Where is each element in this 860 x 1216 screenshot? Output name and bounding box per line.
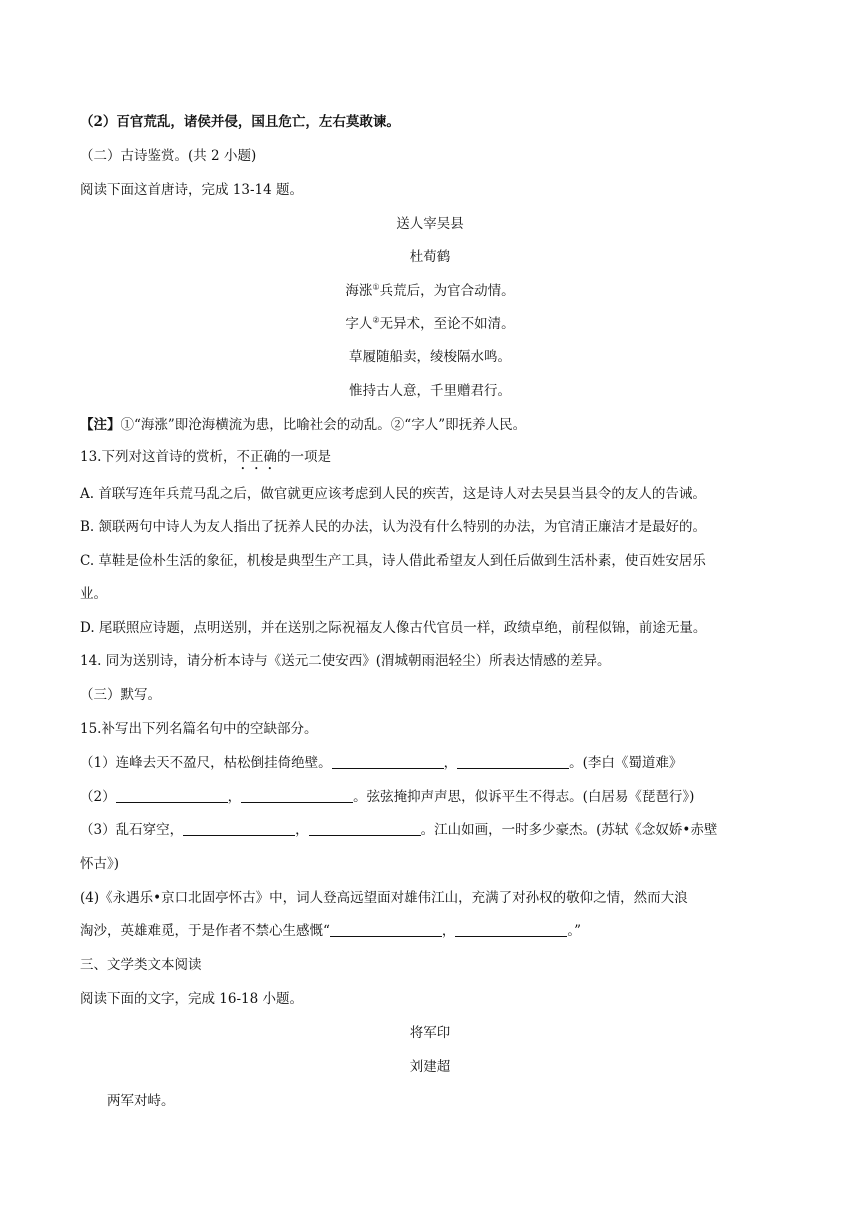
answer-blank[interactable]: [116, 788, 228, 803]
question-15-2: [80, 787, 694, 807]
answer-blank[interactable]: [309, 821, 421, 836]
poem-note: [80, 415, 526, 435]
question-13: [80, 447, 331, 473]
option-d: D. 尾联照应诗题，点明送别，并在送别之际祝福友人像古代官员一样，政绩卓绝，前程似锦，前途无量。: [80, 620, 707, 636]
option-c-line-1: C. 草鞋是俭朴生活的象征，机梭是典型生产工具，诗人借此希望友人到任后做到生活朴素，使百姓安居乐: [80, 553, 706, 569]
question-15-4-cont: [80, 921, 581, 941]
answer-blank[interactable]: [457, 754, 569, 769]
option-c-line-2: 业。: [80, 586, 107, 602]
q15-2-suffix: 。弦弦掩抑声声思，似诉平生不得志。(白居易《琵琶行》): [353, 789, 695, 805]
note-tag: 【注】: [80, 417, 121, 433]
answer-blank[interactable]: [241, 788, 353, 803]
answer-blank[interactable]: [330, 922, 442, 937]
reading-instruction: 阅读下面这首唐诗，完成 13-14 题。: [80, 182, 304, 198]
story-title: 将军印: [409, 1025, 451, 1041]
q15-2-prefix: （2）: [80, 789, 116, 805]
story-paragraph-1: 两军对峙。: [107, 1093, 175, 1109]
answer-blank[interactable]: [332, 754, 444, 769]
question-13-start: 13.下列对这首诗的赏析，: [80, 449, 237, 465]
question-15: 15.补写出下列名篇名句中的空缺部分。: [80, 721, 318, 737]
blank-separator: ，: [227, 789, 242, 805]
poem-line-1-end: 兵荒后，为官合动情。: [379, 283, 515, 299]
q15-1-suffix: 。(李白《蜀道难》: [569, 755, 683, 771]
note-text: ①“海涨”即沧海横流为患，比喻社会的动乱。②“字人”即抚养人民。: [120, 417, 527, 433]
answer-blank[interactable]: [183, 821, 295, 836]
option-a: A. 首联写连年兵荒马乱之后，做官就更应该考虑到人民的疾苦，这是诗人对去吴县当县令的友人的告诫。: [80, 486, 706, 502]
blank-separator: ，: [443, 755, 458, 771]
q15-1-prefix: （1）连峰去天不盈尺，枯松倒挂倚绝壁。: [80, 755, 332, 771]
poem-line-2-end: 无异术，至论不如清。: [379, 316, 515, 332]
classical-text-line-2: （2）百官荒乱，诸侯并侵，国且危亡，左右莫敢谏。: [80, 114, 400, 130]
section-heading-dictation: （三）默写。: [80, 687, 161, 703]
poem-line-1: [0, 281, 860, 301]
question-15-3: [80, 820, 717, 840]
question-13-end: 的一项是: [276, 449, 331, 465]
footnote-marker-1: ①: [372, 282, 380, 292]
q15-4-suffix: 。”: [567, 923, 582, 939]
answer-blank[interactable]: [455, 922, 567, 937]
blank-separator: ，: [295, 822, 309, 838]
q15-3-prefix: （3）乱石穿空，: [80, 822, 184, 838]
question-15-3-cont: 怀古》): [80, 856, 120, 872]
poem-line-1-start: 海涨: [345, 283, 373, 299]
footnote-marker-2: ②: [372, 315, 380, 325]
poem-author: 杜荀鹤: [409, 249, 451, 265]
blank-separator: ，: [441, 923, 456, 939]
reading-instruction-2: 阅读下面的文字，完成 16-18 小题。: [80, 991, 304, 1007]
poem-line-2: [0, 314, 860, 334]
emphasis-not-correct: 不正确: [236, 449, 277, 465]
question-15-4: (4)《永遇乐•京口北固亭怀古》中，词人登高远望面对雄伟江山，充满了对孙权的敬仰之情，然而大浪: [80, 890, 688, 906]
poem-title: 送人宰吴县: [396, 216, 464, 232]
question-15-1: [80, 753, 682, 773]
q15-3-suffix: 。江山如画，一时多少豪杰。(苏轼《念奴娇•赤壁: [420, 822, 718, 838]
poem-line-3: 草履随船卖，绫梭隔水鸣。: [349, 349, 511, 365]
q15-4-prefix: 淘沙，英雄难觅，于是作者不禁心生感慨“: [80, 923, 330, 939]
story-author: 刘建超: [409, 1059, 451, 1075]
part-heading-literature: 三、文学类文本阅读: [80, 957, 202, 973]
question-14: 14. 同为送别诗，请分析本诗与《送元二使安西》(渭城朝雨浥轻尘）所表达情感的差异。: [80, 653, 611, 669]
poem-line-4: 惟持古人意，千里赠君行。: [349, 383, 511, 399]
poem-line-2-start: 字人: [345, 316, 373, 332]
section-heading-poetry: （二）古诗鉴赏。(共 2 小题): [80, 148, 257, 164]
option-b: B. 颔联两句中诗人为友人指出了抚养人民的办法，认为没有什么特别的办法，为官清正廉洁才是最好的。: [80, 519, 707, 535]
